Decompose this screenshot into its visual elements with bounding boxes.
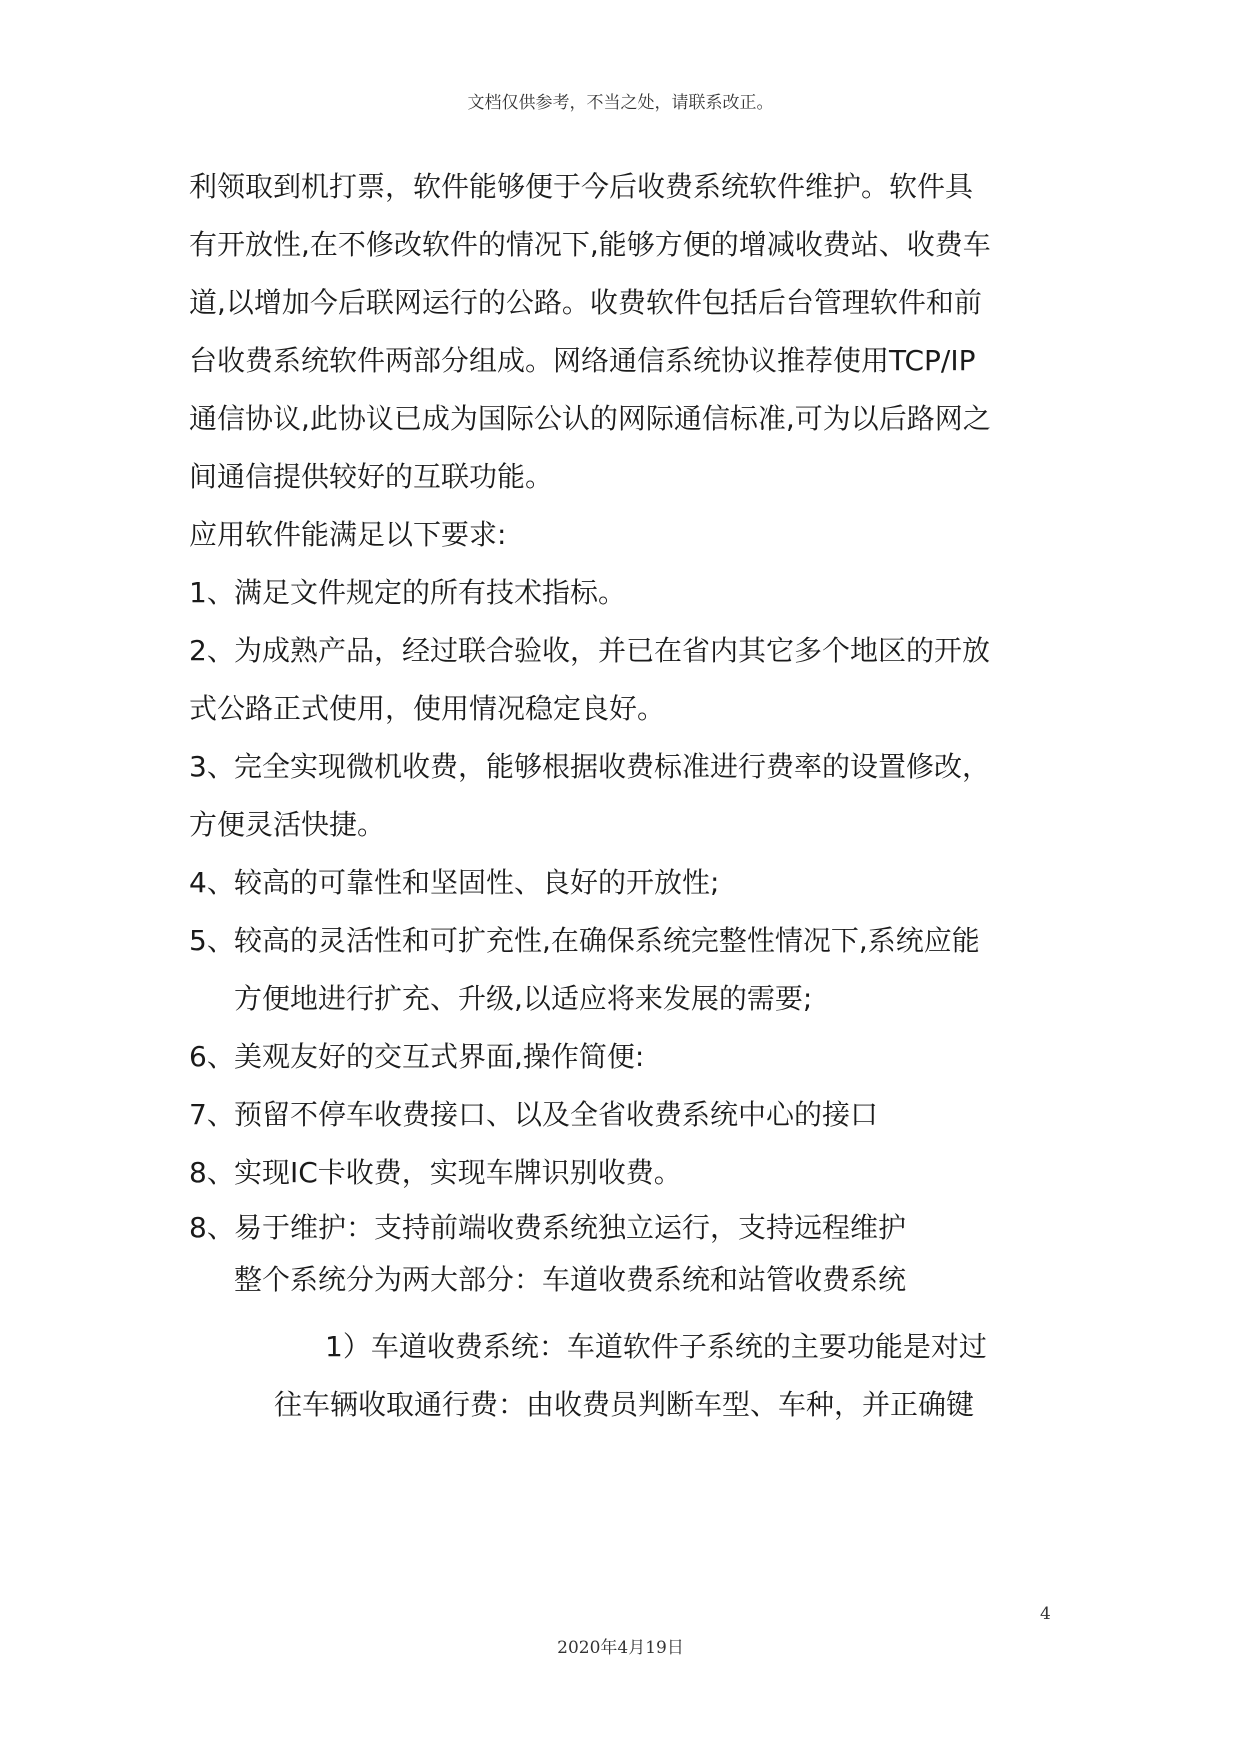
requirement-number: 3、 [189,750,235,783]
requirement-text: 预留不停车收费接口、以及全省收费系统中心的接口 [234,1098,879,1131]
requirement-number: 6、 [189,1040,235,1073]
requirement-number: 4、 [189,866,235,899]
requirement-number: 8、 [189,1211,235,1244]
intro-line-6: 间通信提供较好的互联功能。 [189,460,554,493]
requirement-continuation: 式公路正式使用，使用情况稳定良好。 [189,692,666,725]
requirement-text: 实现IC卡收费，实现车牌识别收费。 [234,1156,682,1189]
requirement-number: 5、 [189,924,235,957]
requirement-item-6 [189,1028,1069,1086]
requirement-item-2 [189,622,1069,680]
requirement-item-9 [189,1202,1069,1254]
requirement-item-4 [189,854,1069,912]
header-note: 文档仅供参考，不当之处，请联系改正。 [467,93,774,113]
intro-line-5: 通信协议,此协议已成为国际公认的网际通信标准,可为以后路网之 [189,402,991,435]
system-overview: 整个系统分为两大部分：车道收费系统和站管收费系统 [234,1263,907,1296]
intro-line-3: 道,以增加今后联网运行的公路。收费软件包括后台管理软件和前 [189,286,982,319]
intro-line-1: 利领取到机打票，软件能够便于今后收费系统软件维护。软件具 [189,170,974,203]
requirement-text: 满足文件规定的所有技术指标。 [234,576,627,609]
lane-system-line-1: 1）车道收费系统：车道软件子系统的主要功能是对过 [325,1330,987,1363]
requirement-item-8 [189,1144,1069,1202]
requirement-number: 7、 [189,1098,235,1131]
document-body [189,158,1069,1434]
requirement-number: 2、 [189,634,235,667]
requirement-text: 较高的可靠性和坚固性、良好的开放性; [234,866,720,899]
requirement-item-3 [189,738,1069,796]
requirement-number: 1、 [189,576,235,609]
requirement-text: 完全实现微机收费，能够根据收费标准进行费率的设置修改， [234,750,991,783]
requirement-text: 易于维护：支持前端收费系统独立运行，支持远程维护 [234,1211,907,1244]
requirement-item-5 [189,912,1069,1028]
requirement-text: 为成熟产品，经过联合验收，并已在省内其它多个地区的开放 [234,634,991,667]
footer-date: 2020年4月19日 [557,1638,684,1658]
lane-system-line-2: 往车辆收取通行费：由收费员判断车型、车种，并正确键 [274,1388,975,1421]
requirement-continuation: 方便灵活快捷。 [189,808,386,841]
intro-line-4: 台收费系统软件两部分组成。网络通信系统协议推荐使用TCP/IP [189,344,976,377]
requirement-number: 8、 [189,1156,235,1189]
requirement-item-7 [189,1086,1069,1144]
requirement-text-wrap: 方便地进行扩充、升级,以适应将来发展的需要; [234,982,813,1015]
requirements-heading: 应用软件能满足以下要求: [189,518,507,551]
intro-line-2: 有开放性,在不修改软件的情况下,能够方便的增减收费站、收费车 [189,228,991,261]
requirement-item-1 [189,564,1069,622]
requirement-text: 较高的灵活性和可扩充性,在确保系统完整性情况下,系统应能 [234,924,980,957]
requirement-text: 美观友好的交互式界面,操作简便: [234,1040,645,1073]
page-number: 4 [1040,1604,1051,1624]
